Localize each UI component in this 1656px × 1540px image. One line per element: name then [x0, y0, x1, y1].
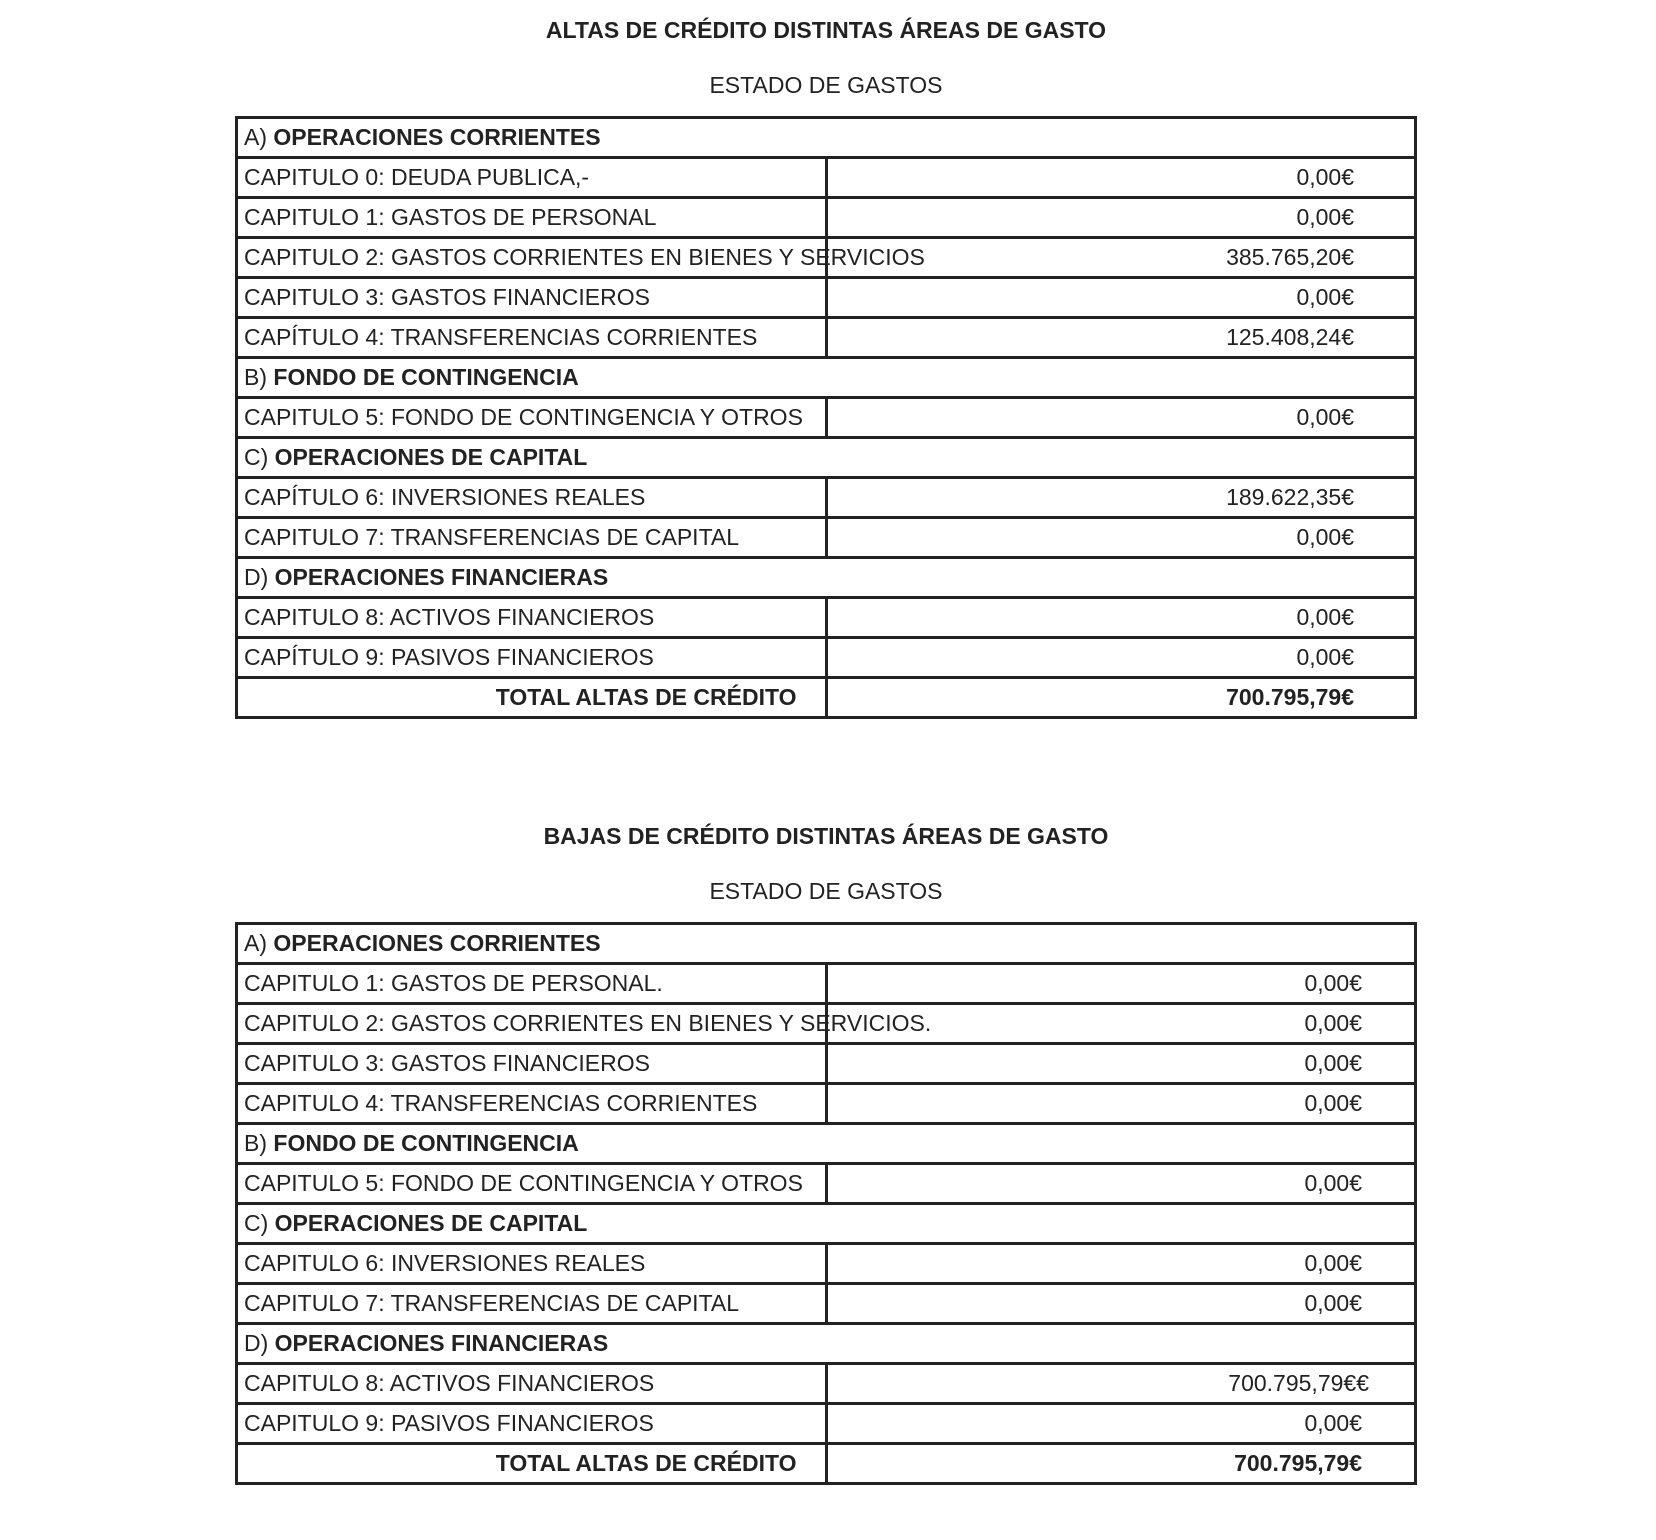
row-label: CAPITULO 2: GASTOS CORRIENTES EN BIENES Y SERVICIOS [237, 238, 827, 278]
group-cell [237, 1204, 1416, 1244]
row-value: 0,00€ [826, 518, 1416, 558]
table-row [237, 1404, 1416, 1444]
row-value: 0,00€ [826, 1164, 1416, 1204]
group-cell [237, 1124, 1416, 1164]
row-label: CAPITULO 8: ACTIVOS FINANCIEROS [237, 1364, 827, 1404]
group-title: OPERACIONES DE CAPITAL [274, 444, 588, 470]
row-label: CAPITULO 9: PASIVOS FINANCIEROS [237, 1404, 827, 1444]
row-value: 0,00€ [826, 1244, 1416, 1284]
group-prefix: A) [244, 930, 267, 956]
group-row [237, 358, 1416, 398]
altas-subheading: ESTADO DE GASTOS [709, 72, 943, 98]
row-label: CAPITULO 7: TRANSFERENCIAS DE CAPITAL [237, 1284, 827, 1324]
row-value: 0,00€ [826, 1044, 1416, 1084]
table-row [237, 1084, 1416, 1124]
table-row [237, 1164, 1416, 1204]
row-value: 0,00€ [826, 1404, 1416, 1444]
total-row [237, 1444, 1416, 1484]
row-value: 0,00€ [826, 638, 1416, 678]
row-label: CAPITULO 1: GASTOS DE PERSONAL. [237, 964, 827, 1004]
group-prefix: C) [244, 444, 269, 470]
table-row [237, 478, 1416, 518]
group-prefix: B) [244, 1130, 267, 1156]
group-cell [237, 358, 1416, 398]
group-cell [237, 438, 1416, 478]
row-label: CAPITULO 7: TRANSFERENCIAS DE CAPITAL [237, 518, 827, 558]
altas-table [235, 116, 1417, 719]
group-row [237, 1204, 1416, 1244]
group-title: FONDO DE CONTINGENCIA [273, 364, 579, 390]
altas-heading: ALTAS DE CRÉDITO DISTINTAS ÁREAS DE GASTO [545, 17, 1107, 43]
row-value: 189.622,35€ [826, 478, 1416, 518]
row-label: CAPITULO 5: FONDO DE CONTINGENCIA Y OTROS [237, 398, 827, 438]
table-row [237, 1284, 1416, 1324]
group-prefix: B) [244, 364, 267, 390]
row-value: 0,00€ [826, 398, 1416, 438]
group-cell [237, 558, 1416, 598]
row-label: CAPÍTULO 9: PASIVOS FINANCIEROS [237, 638, 827, 678]
group-row [237, 1124, 1416, 1164]
table-row [237, 598, 1416, 638]
row-value: 0,00€ [826, 1284, 1416, 1324]
table-row [237, 964, 1416, 1004]
group-title: OPERACIONES CORRIENTES [273, 930, 601, 956]
bajas-subheading: ESTADO DE GASTOS [709, 878, 943, 904]
group-title: OPERACIONES FINANCIERAS [274, 1330, 609, 1356]
row-label: CAPITULO 3: GASTOS FINANCIEROS [237, 278, 827, 318]
row-value: 0,00€ [826, 1084, 1416, 1124]
total-row [237, 678, 1416, 718]
group-cell [237, 924, 1416, 964]
row-value: 700.795,79€€ [826, 1364, 1416, 1404]
row-label: CAPITULO 6: INVERSIONES REALES [237, 1244, 827, 1284]
row-label: CAPITULO 2: GASTOS CORRIENTES EN BIENES Y SERVICIOS. [237, 1004, 827, 1044]
table-row [237, 1364, 1416, 1404]
total-value: 700.795,79€ [826, 678, 1416, 718]
row-value: 125.408,24€ [826, 318, 1416, 358]
group-row [237, 1324, 1416, 1364]
table-row [237, 278, 1416, 318]
bajas-table [235, 922, 1417, 1485]
group-title: OPERACIONES FINANCIERAS [274, 564, 609, 590]
group-prefix: C) [244, 1210, 269, 1236]
row-value: 0,00€ [826, 278, 1416, 318]
row-label: CAPITULO 1: GASTOS DE PERSONAL [237, 198, 827, 238]
group-row [237, 558, 1416, 598]
row-label: CAPITULO 0: DEUDA PUBLICA,- [237, 158, 827, 198]
group-row [237, 118, 1416, 158]
row-label: CAPÍTULO 6: INVERSIONES REALES [237, 478, 827, 518]
row-value: 385.765,20€ [826, 238, 1416, 278]
total-label: TOTAL ALTAS DE CRÉDITO [237, 1444, 827, 1484]
group-title: FONDO DE CONTINGENCIA [273, 1130, 579, 1156]
group-title: OPERACIONES CORRIENTES [273, 124, 601, 150]
group-cell [237, 118, 1416, 158]
table-row [237, 638, 1416, 678]
table-row [237, 1004, 1416, 1044]
row-value: 0,00€ [826, 598, 1416, 638]
row-label: CAPITULO 8: ACTIVOS FINANCIEROS [237, 598, 827, 638]
group-prefix: D) [244, 564, 269, 590]
group-cell [237, 1324, 1416, 1364]
table-row [237, 318, 1416, 358]
group-title: OPERACIONES DE CAPITAL [274, 1210, 588, 1236]
row-value: 0,00€ [826, 964, 1416, 1004]
row-value: 0,00€ [826, 158, 1416, 198]
row-label: CAPITULO 4: TRANSFERENCIAS CORRIENTES [237, 1084, 827, 1124]
group-row [237, 924, 1416, 964]
row-value: 0,00€ [826, 198, 1416, 238]
row-value: 0,00€ [826, 1004, 1416, 1044]
row-label: CAPÍTULO 4: TRANSFERENCIAS CORRIENTES [237, 318, 827, 358]
group-prefix: D) [244, 1330, 269, 1356]
group-row [237, 438, 1416, 478]
bajas-heading: BAJAS DE CRÉDITO DISTINTAS ÁREAS DE GASTO [543, 823, 1109, 849]
table-row [237, 398, 1416, 438]
table-row [237, 238, 1416, 278]
table-row [237, 1044, 1416, 1084]
group-prefix: A) [244, 124, 267, 150]
table-row [237, 198, 1416, 238]
row-label: CAPITULO 3: GASTOS FINANCIEROS [237, 1044, 827, 1084]
total-value: 700.795,79€ [826, 1444, 1416, 1484]
total-label: TOTAL ALTAS DE CRÉDITO [237, 678, 827, 718]
row-label: CAPITULO 5: FONDO DE CONTINGENCIA Y OTROS [237, 1164, 827, 1204]
table-row [237, 518, 1416, 558]
table-row [237, 158, 1416, 198]
table-row [237, 1244, 1416, 1284]
